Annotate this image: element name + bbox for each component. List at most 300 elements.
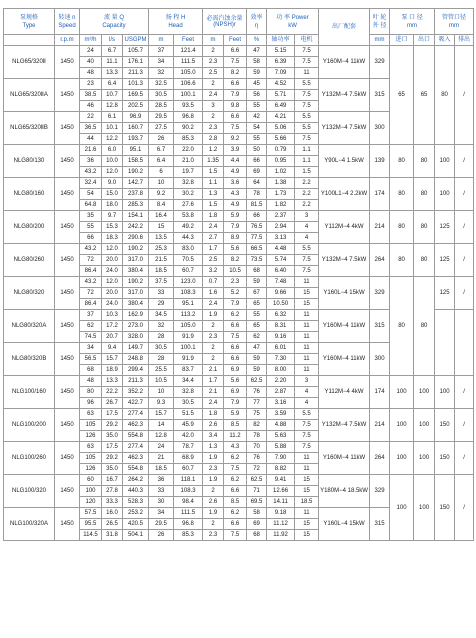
cell-head-m: 25.5 <box>149 365 174 376</box>
cell-speed: 1450 <box>55 409 80 442</box>
cell-efficiency: 42 <box>247 112 267 123</box>
cell-inlet: 65 <box>390 46 414 145</box>
cell-discharge: / <box>455 277 474 310</box>
cell-head-m: 10 <box>149 178 174 189</box>
cell-efficiency: 77.5 <box>247 233 267 244</box>
cell-shaft-power: 0.95 <box>267 156 295 167</box>
cell-npsh-feet: 9.2 <box>224 134 247 145</box>
cell-shaft-power: 5.66 <box>267 134 295 145</box>
cell-npsh-feet: 8.2 <box>224 68 247 79</box>
cell-head-feet: 108.3 <box>174 288 203 299</box>
cell-head-m: 24 <box>149 442 174 453</box>
cell-shaft-power: 11.12 <box>267 519 295 530</box>
cell-efficiency: 66.5 <box>247 244 267 255</box>
cell-head-feet: 111.5 <box>174 57 203 68</box>
cell-outlet: 80 <box>414 277 435 376</box>
cell-capacity-usgpm: 242.2 <box>123 222 149 233</box>
cell-npsh-feet: 3.6 <box>224 178 247 189</box>
cell-efficiency: 59 <box>247 68 267 79</box>
cell-capacity-usgpm: 193.7 <box>123 134 149 145</box>
cell-motor-model: Y160M−4 11kW <box>319 442 370 475</box>
cell-efficiency: 47 <box>247 46 267 57</box>
cell-speed: 1450 <box>55 211 80 244</box>
cell-head-feet: 91.9 <box>174 354 203 365</box>
cell-type: NLG65/320ⅡA <box>4 79 55 112</box>
cell-motor-power: 11 <box>295 354 319 365</box>
cell-capacity-m3h: 44 <box>80 134 102 145</box>
cell-motor-model: Y112M−4 4kW <box>319 211 370 244</box>
cell-npsh-feet: 5.6 <box>224 376 247 387</box>
cell-outlet: 80 <box>414 244 435 277</box>
cell-capacity-usgpm: 176.1 <box>123 57 149 68</box>
cell-head-m: 25.3 <box>149 244 174 255</box>
cell-capacity-m3h: 120 <box>80 497 102 508</box>
cell-speed: 1450 <box>55 244 80 277</box>
cell-head-feet: 21.0 <box>174 156 203 167</box>
cell-npsh-feet: 3.9 <box>224 145 247 156</box>
cell-capacity-usgpm: 554.8 <box>123 431 149 442</box>
cell-type: NLG80/320B <box>4 343 55 376</box>
cell-motor-power: 11 <box>295 277 319 288</box>
cell-npsh-feet: 6.6 <box>224 46 247 57</box>
cell-efficiency: 77 <box>247 398 267 409</box>
cell-speed: 1450 <box>55 277 80 310</box>
cell-capacity-usgpm: 162.9 <box>123 310 149 321</box>
cell-speed: 1450 <box>55 442 80 475</box>
table-row <box>4 409 474 420</box>
cell-type: NLG80/160 <box>4 178 55 211</box>
cell-motor-power: 1.5 <box>295 167 319 178</box>
cell-motor-model: Y132M−4 7.5kW <box>319 244 370 277</box>
cell-head-feet: 121.4 <box>174 46 203 57</box>
cell-npsh-m: 2.8 <box>203 134 224 145</box>
cell-shaft-power: 7.30 <box>267 354 295 365</box>
cell-shaft-power: 2.37 <box>267 211 295 222</box>
cell-efficiency: 78 <box>247 189 267 200</box>
cell-head-feet: 78.7 <box>174 442 203 453</box>
cell-head-m: 33 <box>149 486 174 497</box>
cell-head-feet: 45.9 <box>174 420 203 431</box>
cell-head-m: 18.5 <box>149 464 174 475</box>
cell-motor-power: 1.1 <box>295 156 319 167</box>
cell-head-m: 8.4 <box>149 200 174 211</box>
cell-motor-power: 7.5 <box>295 101 319 112</box>
cell-npsh-m: 2.3 <box>203 57 224 68</box>
cell-npsh-feet: 5.9 <box>224 211 247 222</box>
cell-capacity-m3h: 63 <box>80 409 102 420</box>
cell-motor-power: 5.5 <box>295 123 319 134</box>
cell-npsh-m: 2 <box>203 486 224 497</box>
cell-capacity-usgpm: 277.4 <box>123 409 149 420</box>
cell-type: NLG100/160 <box>4 376 55 409</box>
cell-capacity-ls: 13.3 <box>102 376 123 387</box>
cell-motor-power: 7.5 <box>295 420 319 431</box>
header-pipe-port: 管管口径 mm <box>435 9 474 35</box>
cell-capacity-ls: 27.8 <box>102 486 123 497</box>
cell-motor-power: 11 <box>295 68 319 79</box>
cell-head-m: 28 <box>149 332 174 343</box>
cell-type: NLG100/320A <box>4 508 55 541</box>
cell-outlet: 65 <box>414 46 435 145</box>
cell-efficiency: 69 <box>247 167 267 178</box>
cell-motor-power: 7.5 <box>295 442 319 453</box>
cell-capacity-usgpm: 101.3 <box>123 79 149 90</box>
cell-capacity-usgpm: 380.4 <box>123 266 149 277</box>
unit-speed: r.p.m <box>55 35 80 46</box>
cell-motor-power: 5.5 <box>295 79 319 90</box>
cell-efficiency: 58 <box>247 57 267 68</box>
table-row <box>4 178 474 189</box>
cell-npsh-feet: 11.2 <box>224 431 247 442</box>
cell-motor-power: 4 <box>295 222 319 233</box>
cell-shaft-power: 5.06 <box>267 123 295 134</box>
cell-head-feet: 111.5 <box>174 508 203 519</box>
cell-capacity-usgpm: 317.0 <box>123 288 149 299</box>
cell-shaft-power: 4.21 <box>267 112 295 123</box>
cell-capacity-m3h: 35 <box>80 211 102 222</box>
cell-npsh-feet: 6.2 <box>224 453 247 464</box>
cell-npsh-m: 1.3 <box>203 442 224 453</box>
cell-efficiency: 78 <box>247 431 267 442</box>
cell-capacity-usgpm: 105.7 <box>123 46 149 57</box>
table-row <box>4 277 474 288</box>
cell-head-m: 21.5 <box>149 255 174 266</box>
cell-shaft-power: 5.74 <box>267 255 295 266</box>
cell-efficiency: 73.5 <box>247 255 267 266</box>
cell-npsh-feet: 5.6 <box>224 244 247 255</box>
cell-capacity-usgpm: 237.8 <box>123 189 149 200</box>
header-impeller: 叶 轮 外 径 <box>370 9 390 35</box>
cell-capacity-usgpm: 169.5 <box>123 90 149 101</box>
cell-efficiency: 59 <box>247 354 267 365</box>
cell-capacity-m3h: 105 <box>80 453 102 464</box>
cell-motor-model: Y160M−4 11kW <box>319 343 370 376</box>
cell-head-feet: 123.0 <box>174 277 203 288</box>
cell-npsh-m: 2 <box>203 79 224 90</box>
cell-npsh-feet: 7.5 <box>224 123 247 134</box>
cell-npsh-feet: 6.2 <box>224 508 247 519</box>
cell-capacity-usgpm: 142.7 <box>123 178 149 189</box>
cell-efficiency: 64 <box>247 178 267 189</box>
cell-head-feet: 96.8 <box>174 112 203 123</box>
cell-npsh-m: 2 <box>203 354 224 365</box>
cell-efficiency: 65 <box>247 321 267 332</box>
cell-head-feet: 108.3 <box>174 486 203 497</box>
cell-shaft-power: 1.02 <box>267 167 295 178</box>
cell-capacity-m3h: 64.8 <box>80 200 102 211</box>
cell-head-m: 21 <box>149 453 174 464</box>
cell-npsh-m: 2.4 <box>203 222 224 233</box>
cell-head-feet: 60.7 <box>174 266 203 277</box>
cell-speed: 1450 <box>55 79 80 112</box>
cell-shaft-power: 5.15 <box>267 46 295 57</box>
cell-npsh-feet: 7.5 <box>224 57 247 68</box>
cell-capacity-ls: 35.0 <box>102 431 123 442</box>
cell-npsh-feet: 6.9 <box>224 365 247 376</box>
cell-capacity-ls: 22.2 <box>102 387 123 398</box>
cell-capacity-m3h: 37 <box>80 310 102 321</box>
cell-efficiency: 70 <box>247 442 267 453</box>
cell-capacity-ls: 16.0 <box>102 508 123 519</box>
cell-head-feet: 34.4 <box>174 376 203 387</box>
cell-suction: 100 <box>435 145 455 178</box>
cell-npsh-m: 2 <box>203 321 224 332</box>
cell-inlet: 100 <box>390 475 414 541</box>
cell-motor-model: Y160M−4 11kW <box>319 46 370 79</box>
cell-inlet: 100 <box>390 376 414 409</box>
cell-capacity-ls: 18.0 <box>102 200 123 211</box>
cell-capacity-usgpm: 264.2 <box>123 475 149 486</box>
cell-capacity-ls: 13.3 <box>102 68 123 79</box>
cell-outlet: 100 <box>414 442 435 475</box>
cell-shaft-power: 2.20 <box>267 376 295 387</box>
cell-npsh-feet: 6.2 <box>224 310 247 321</box>
cell-capacity-m3h: 72 <box>80 255 102 266</box>
cell-shaft-power: 8.82 <box>267 464 295 475</box>
cell-inlet: 100 <box>390 409 414 442</box>
cell-head-feet: 30.2 <box>174 189 203 200</box>
cell-head-feet: 60.7 <box>174 464 203 475</box>
cell-head-feet: 22.0 <box>174 145 203 156</box>
cell-npsh-feet: 4.4 <box>224 156 247 167</box>
cell-efficiency: 62.5 <box>247 376 267 387</box>
cell-npsh-m: 2.3 <box>203 464 224 475</box>
cell-capacity-ls: 26.5 <box>102 519 123 530</box>
cell-capacity-usgpm: 504.1 <box>123 530 149 541</box>
cell-efficiency: 58 <box>247 508 267 519</box>
cell-motor-power: 7.5 <box>295 255 319 266</box>
cell-capacity-m3h: 24 <box>80 46 102 57</box>
cell-outlet: 100 <box>414 475 435 541</box>
cell-head-feet: 113.2 <box>174 310 203 321</box>
cell-capacity-m3h: 86.4 <box>80 299 102 310</box>
cell-npsh-m: 1.35 <box>203 156 224 167</box>
cell-head-feet: 30.5 <box>174 398 203 409</box>
cell-capacity-ls: 18.9 <box>102 365 123 376</box>
cell-shaft-power: 2.94 <box>267 222 295 233</box>
cell-shaft-power: 10.50 <box>267 299 295 310</box>
cell-npsh-m: 2 <box>203 343 224 354</box>
cell-impeller-diameter: 329 <box>370 475 390 508</box>
cell-suction: 150 <box>435 409 455 442</box>
cell-npsh-m: 1.7 <box>203 376 224 387</box>
cell-capacity-ls: 12.0 <box>102 277 123 288</box>
cell-outlet: 80 <box>414 178 435 211</box>
cell-motor-model: Y160L−4 15kW <box>319 508 370 541</box>
cell-capacity-usgpm: 149.7 <box>123 343 149 354</box>
cell-shaft-power: 8.31 <box>267 321 295 332</box>
cell-capacity-m3h: 96 <box>80 398 102 409</box>
unit-capacity-ls: l/s <box>102 35 123 46</box>
cell-capacity-ls: 18.3 <box>102 233 123 244</box>
cell-capacity-ls: 16.7 <box>102 475 123 486</box>
cell-impeller-diameter: 174 <box>370 178 390 211</box>
cell-head-m: 32.5 <box>149 79 174 90</box>
unit-outlet: 出口 <box>414 35 435 46</box>
cell-npsh-m: 1.9 <box>203 310 224 321</box>
cell-capacity-ls: 24.0 <box>102 266 123 277</box>
cell-capacity-m3h: 56.5 <box>80 354 102 365</box>
cell-shaft-power: 3.13 <box>267 233 295 244</box>
cell-head-feet: 96.8 <box>174 519 203 530</box>
cell-shaft-power: 2.87 <box>267 387 295 398</box>
cell-npsh-m: 1.5 <box>203 167 224 178</box>
cell-capacity-ls: 10.3 <box>102 310 123 321</box>
cell-capacity-m3h: 43.2 <box>80 244 102 255</box>
cell-head-feet: 70.5 <box>174 255 203 266</box>
cell-motor-power: 11 <box>295 365 319 376</box>
cell-type: NLG80/320A <box>4 310 55 343</box>
cell-head-feet: 83.0 <box>174 244 203 255</box>
cell-shaft-power: 9.18 <box>267 508 295 519</box>
cell-motor-power: 7.5 <box>295 431 319 442</box>
cell-capacity-usgpm: 462.3 <box>123 420 149 431</box>
cell-discharge: / <box>455 475 474 541</box>
cell-impeller-diameter: 300 <box>370 343 390 376</box>
cell-capacity-usgpm: 277.4 <box>123 442 149 453</box>
cell-type: NLG100/200 <box>4 409 55 442</box>
cell-capacity-usgpm: 440.3 <box>123 486 149 497</box>
cell-efficiency: 68 <box>247 530 267 541</box>
cell-type: NLG65/320Ⅱ <box>4 46 55 79</box>
cell-capacity-usgpm: 317.0 <box>123 255 149 266</box>
cell-capacity-usgpm: 422.7 <box>123 398 149 409</box>
cell-npsh-m: 1.9 <box>203 508 224 519</box>
cell-motor-power: 15 <box>295 519 319 530</box>
cell-capacity-ls: 12.0 <box>102 167 123 178</box>
cell-impeller-diameter: 264 <box>370 244 390 277</box>
cell-motor-model: Y100L1−4 2.2kW <box>319 178 370 211</box>
cell-head-m: 13.5 <box>149 233 174 244</box>
cell-motor-model: Y160M−4 11kW <box>319 310 370 343</box>
cell-suction: 125 <box>435 211 455 244</box>
cell-motor-power: 4 <box>295 233 319 244</box>
cell-shaft-power: 6.32 <box>267 310 295 321</box>
header-efficiency: 效率 η <box>247 9 267 35</box>
cell-capacity-m3h: 80 <box>80 387 102 398</box>
cell-head-feet: 95.1 <box>174 299 203 310</box>
unit-type <box>4 35 55 46</box>
cell-motor-model: Y90L−4 1.5kW <box>319 145 370 178</box>
cell-capacity-ls: 17.5 <box>102 442 123 453</box>
cell-capacity-usgpm: 273.0 <box>123 321 149 332</box>
cell-capacity-ls: 33.3 <box>102 497 123 508</box>
cell-type: NLG80/130 <box>4 145 55 178</box>
cell-capacity-m3h: 48 <box>80 68 102 79</box>
cell-npsh-m: 3.4 <box>203 431 224 442</box>
cell-shaft-power: 4.52 <box>267 79 295 90</box>
cell-head-feet: 100.1 <box>174 90 203 101</box>
cell-npsh-feet: 7.9 <box>224 222 247 233</box>
cell-capacity-usgpm: 158.5 <box>123 156 149 167</box>
cell-head-feet: 32.8 <box>174 387 203 398</box>
cell-head-m: 37.5 <box>149 277 174 288</box>
cell-capacity-usgpm: 328.0 <box>123 332 149 343</box>
cell-suction: 80 <box>435 46 455 145</box>
cell-head-m: 37 <box>149 46 174 57</box>
cell-motor-power: 5.5 <box>295 112 319 123</box>
cell-suction: 150 <box>435 475 455 541</box>
cell-head-m: 34.5 <box>149 310 174 321</box>
cell-head-feet: 105.0 <box>174 68 203 79</box>
cell-npsh-m: 1.6 <box>203 288 224 299</box>
cell-capacity-ls: 9.4 <box>102 343 123 354</box>
unit-head-feet: Feet <box>174 35 203 46</box>
cell-speed: 1450 <box>55 145 80 178</box>
cell-npsh-m: 1.3 <box>203 189 224 200</box>
cell-head-feet: 100.1 <box>174 343 203 354</box>
cell-impeller-diameter: 214 <box>370 211 390 244</box>
cell-impeller-diameter: 315 <box>370 508 390 541</box>
cell-shaft-power: 12.66 <box>267 486 295 497</box>
cell-head-m: 33 <box>149 288 174 299</box>
cell-speed: 1450 <box>55 475 80 508</box>
cell-capacity-m3h: 114.5 <box>80 530 102 541</box>
cell-shaft-power: 9.41 <box>267 475 295 486</box>
cell-head-m: 36 <box>149 475 174 486</box>
cell-motor-model: Y132M−4 7.5kW <box>319 112 370 145</box>
cell-head-m: 10.5 <box>149 376 174 387</box>
cell-head-m: 16.4 <box>149 211 174 222</box>
cell-shaft-power: 5.71 <box>267 90 295 101</box>
cell-capacity-usgpm: 420.5 <box>123 519 149 530</box>
cell-shaft-power: 3.16 <box>267 398 295 409</box>
header-motor: 出厂配套 <box>319 9 370 46</box>
cell-inlet: 80 <box>390 277 414 376</box>
cell-capacity-m3h: 57.5 <box>80 508 102 519</box>
cell-npsh-m: 1.5 <box>203 200 224 211</box>
cell-npsh-feet: 6.6 <box>224 343 247 354</box>
cell-head-m: 9.2 <box>149 189 174 200</box>
cell-npsh-feet: 5.2 <box>224 288 247 299</box>
cell-head-feet: 51.5 <box>174 409 203 420</box>
unit-npsh-m: m <box>203 35 224 46</box>
cell-npsh-feet: 6.6 <box>224 321 247 332</box>
cell-efficiency: 68 <box>247 266 267 277</box>
cell-head-feet: 98.4 <box>174 497 203 508</box>
cell-shaft-power: 3.59 <box>267 409 295 420</box>
cell-capacity-ls: 12.8 <box>102 101 123 112</box>
cell-head-m: 28.5 <box>149 101 174 112</box>
cell-capacity-ls: 10.7 <box>102 90 123 101</box>
cell-npsh-feet: 6.6 <box>224 354 247 365</box>
table-row <box>4 244 474 255</box>
cell-capacity-m3h: 63 <box>80 442 102 453</box>
cell-outlet: 100 <box>414 409 435 442</box>
cell-npsh-m: 2.3 <box>203 332 224 343</box>
cell-npsh-feet: 8.9 <box>224 233 247 244</box>
cell-shaft-power: 5.88 <box>267 442 295 453</box>
unit-head-m: m <box>149 35 174 46</box>
cell-head-m: 29.5 <box>149 519 174 530</box>
pump-performance-table <box>3 8 474 541</box>
cell-npsh-m: 2.1 <box>203 365 224 376</box>
cell-capacity-usgpm: 248.8 <box>123 354 149 365</box>
cell-capacity-m3h: 66 <box>80 233 102 244</box>
cell-head-feet: 49.2 <box>174 222 203 233</box>
cell-npsh-m: 1.9 <box>203 453 224 464</box>
cell-discharge: / <box>455 178 474 211</box>
cell-efficiency: 75 <box>247 409 267 420</box>
cell-npsh-feet: 4.9 <box>224 200 247 211</box>
unit-impeller: mm <box>370 35 390 46</box>
cell-npsh-feet: 6.9 <box>224 387 247 398</box>
cell-capacity-m3h: 38.5 <box>80 90 102 101</box>
cell-inlet: 80 <box>390 244 414 277</box>
cell-npsh-m: 1.9 <box>203 475 224 486</box>
cell-npsh-m: 1.8 <box>203 211 224 222</box>
cell-head-feet: 42.0 <box>174 431 203 442</box>
